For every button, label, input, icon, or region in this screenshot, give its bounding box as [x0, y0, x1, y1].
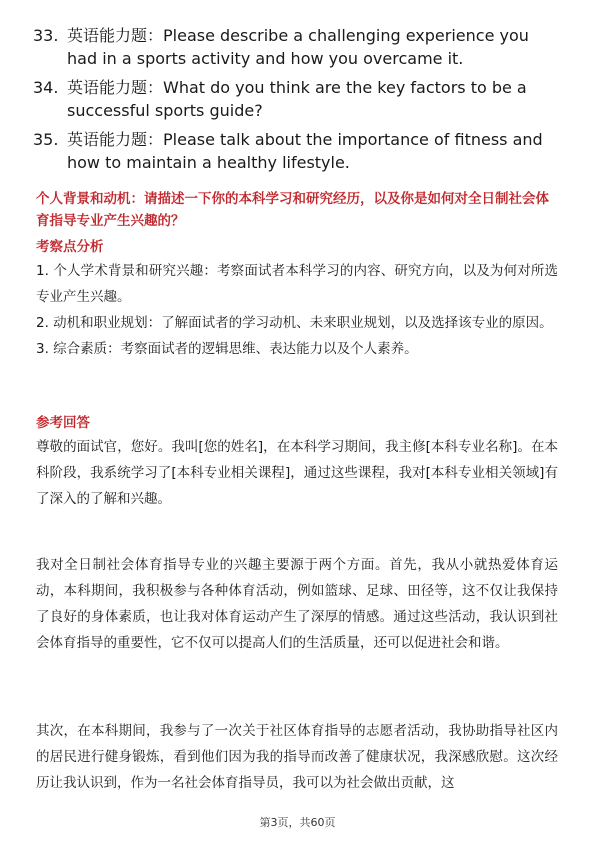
question-item — [33, 24, 563, 70]
question-item — [33, 128, 563, 174]
analysis-item: 1. 个人学术背景和研究兴趣：考察面试者本科学习的内容、研究方向，以及为何对所选专业产生兴趣。 — [36, 263, 558, 305]
question-text: 英语能力题：Please describe a challenging experience you had in a sports activity and how you overcame it. — [67, 26, 529, 68]
question-number: 34. — [33, 78, 59, 97]
section-title: 个人背景和动机：请描述一下你的本科学习和研究经历，以及你是如何对全日制社会体育指导专业产生兴趣的？ — [36, 191, 549, 229]
question-text: 英语能力题：What do you think are the key factors to be a successful sports guide? — [67, 78, 527, 120]
analysis-item: 3. 综合素质：考察面试者的逻辑思维、表达能力以及个人素养。 — [36, 341, 418, 357]
question-number: 33. — [33, 26, 59, 45]
analysis-title: 考察点分析 — [36, 239, 104, 255]
question-text: 英语能力题：Please talk about the importance of fitness and how to maintain a healthy lifestyle. — [67, 130, 543, 172]
answer-title: 参考回答 — [36, 415, 90, 431]
section-heading-block — [36, 188, 558, 232]
answer-block — [36, 412, 558, 512]
answer-paragraph: 其次，在本科期间，我参与了一次关于社区体育指导的志愿者活动，我协助指导社区内的居民进行健身锻炼，看到他们因为我的指导而改善了健康状况，我深感欣慰。这次经历让我认识到，作为一名社会体育指导员，我可以为社会做出贡献，这 — [36, 723, 558, 791]
answer-paragraph: 我对全日制社会体育指导专业的兴趣主要源于两个方面。首先，我从小就热爱体育运动，本科期间，我积极参与各种体育活动，例如篮球、足球、田径等，这不仅让我保持了良好的身体素质，也让我对体育运动产生了深厚的情感。通过这些活动，我认识到社会体育指导的重要性，它不仅可以提高人们的生活质量，还可以促进社会和谐。 — [36, 557, 558, 651]
question-list — [33, 24, 563, 180]
page-footer: 第3页，共60页 — [259, 816, 336, 829]
answer-paragraph: 尊敬的面试官，您好。我叫[您的姓名]，在本科学习期间，我主修[本科专业名称]。在本科阶段，我系统学习了[本科专业相关课程]，通过这些课程，我对[本科专业相关领域]有了深入的了解和兴趣。 — [36, 439, 558, 507]
analysis-item: 2. 动机和职业规划：了解面试者的学习动机、未来职业规划，以及选择该专业的原因。 — [36, 315, 553, 331]
answer-block-3 — [36, 718, 558, 796]
question-number: 35. — [33, 130, 59, 149]
analysis-block — [36, 236, 558, 362]
question-item — [33, 76, 563, 122]
answer-block-2 — [36, 552, 558, 656]
